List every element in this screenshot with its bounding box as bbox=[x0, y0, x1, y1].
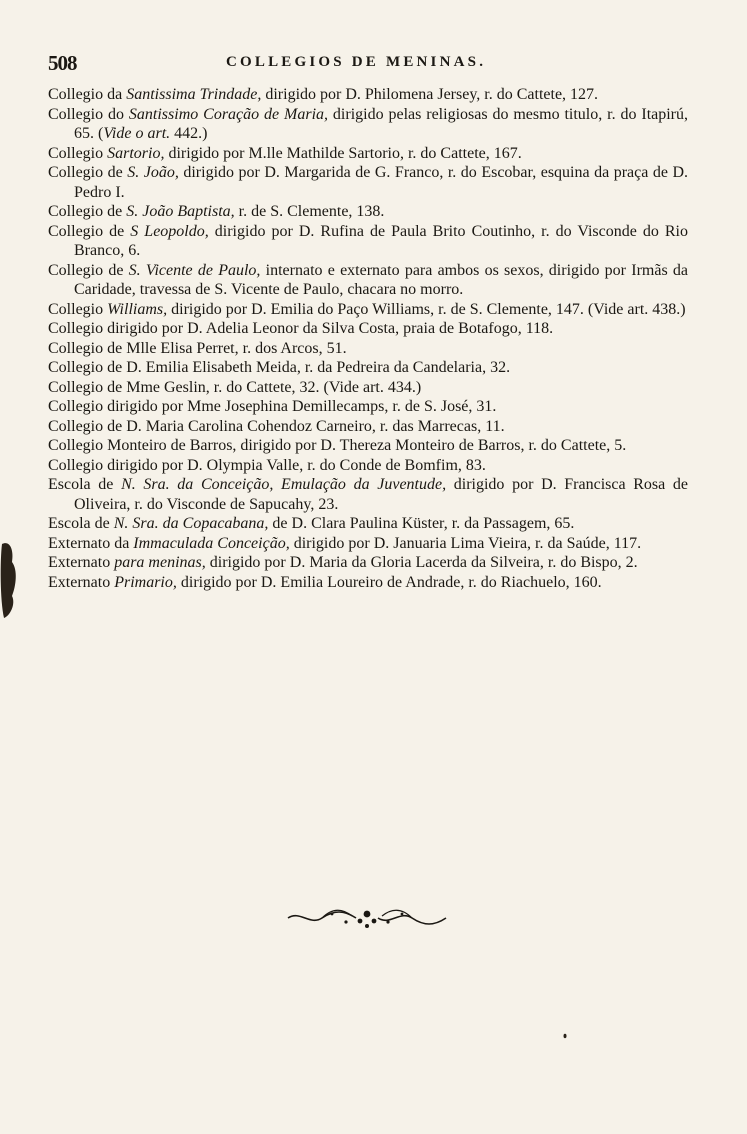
entry-pre: Collegio bbox=[48, 144, 108, 162]
entry-pre: Escola de bbox=[48, 515, 114, 532]
entry-pre: Externato da bbox=[48, 534, 134, 552]
list-item bbox=[48, 339, 688, 359]
entry-name: N. Sra. da Conceição, Emulação da Juventude, bbox=[121, 476, 447, 493]
list-item bbox=[48, 534, 688, 554]
entry-name: Primario, bbox=[114, 573, 177, 591]
entry-name: Santissimo Coração de Maria, bbox=[128, 105, 329, 123]
list-item bbox=[48, 144, 688, 164]
entry-name: para meninas, bbox=[114, 554, 206, 571]
entry-pre: Escola de bbox=[48, 476, 122, 493]
list-item bbox=[48, 573, 688, 593]
entry-post: dirigido por M.lle Mathilde Sartorio, r. do Cattete, 167. bbox=[164, 144, 522, 162]
list-item bbox=[48, 300, 688, 320]
entry-pre: Collegio de Mme Geslin, r. do Cattete, 32. (Vide art. 434.) bbox=[48, 378, 422, 396]
list-item bbox=[48, 378, 688, 398]
entry-pre: Collegio bbox=[48, 300, 108, 318]
entry-post: de D. Clara Paulina Küster, r. da Passagem, 65. bbox=[268, 515, 575, 532]
entry-name: Sartorio, bbox=[107, 144, 165, 162]
entry-post: dirigido por D. Emilia Loureiro de Andrade, r. do Riachuelo, 160. bbox=[176, 573, 602, 591]
entry-post: dirigido por D. Januaria Lima Vieira, r. da Saúde, 117. bbox=[289, 534, 642, 552]
ink-stain-icon bbox=[0, 540, 20, 620]
list-item bbox=[48, 436, 688, 456]
list-item bbox=[48, 456, 688, 476]
entry-name: S Leopoldo, bbox=[130, 222, 209, 240]
entry-pre: Collegio de bbox=[48, 222, 131, 240]
list-item bbox=[48, 417, 688, 437]
entry-post: dirigido por D. Francisca Rosa de Oliveira, r. do Visconde de Sapucahy, 23. bbox=[74, 476, 689, 513]
list-item bbox=[48, 553, 688, 573]
entry-name: Immaculada Conceição, bbox=[133, 534, 290, 552]
entry-name: S. Vicente de Paulo, bbox=[128, 261, 261, 279]
entry-pre: Collegio de D. Emilia Elisabeth Meida, r. da Pedreira da Candelaria, 32. bbox=[48, 359, 511, 376]
entry-pre: Collegio de bbox=[48, 203, 127, 220]
ink-speck-icon bbox=[562, 1032, 568, 1040]
list-item bbox=[48, 105, 688, 144]
entry-name: Santissima Trindade, bbox=[126, 86, 262, 103]
entry-post2: 442.) bbox=[170, 125, 208, 142]
entry-post: r. de S. Clemente, 138. bbox=[234, 203, 385, 220]
list-item bbox=[48, 85, 688, 105]
entry-pre: Externato bbox=[48, 554, 115, 571]
entry-post: dirigido por D. Rufina de Paula Brito Coutinho, r. do Visconde do Rio Branco, 6. bbox=[74, 222, 689, 259]
list-item bbox=[48, 397, 688, 417]
list-item bbox=[48, 358, 688, 378]
entry-pre: Collegio dirigido por D. Adelia Leonor da Silva Costa, praia de Botafogo, 118. bbox=[48, 320, 554, 337]
entry-pre: Collegio dirigido por D. Olympia Valle, r. do Conde de Bomfim, 83. bbox=[48, 456, 486, 474]
entry-post: dirigido pelas religiosas do mesmo titulo, r. do Itapirú, 65. ( bbox=[74, 105, 689, 142]
entry-pre: Externato bbox=[48, 573, 115, 591]
entry-pre: Collegio do bbox=[48, 105, 129, 123]
entry-name: S. João Baptista, bbox=[126, 203, 235, 220]
entry-list bbox=[48, 85, 688, 592]
entry-post: dirigido por D. Philomena Jersey, r. do Cattete, 127. bbox=[261, 86, 599, 103]
entry-note: Vide o art. bbox=[103, 125, 171, 142]
list-item bbox=[48, 319, 688, 339]
running-title: COLLEGIOS DE MENINAS. bbox=[226, 54, 487, 70]
entry-post: dirigido por D. Margarida de G. Franco, r. do Escobar, esquina da praça de D. Pedro I. bbox=[74, 164, 688, 201]
entry-post: dirigido por D. Emilia do Paço Williams, r. de S. Clemente, 147. (Vide art. 438.) bbox=[167, 300, 686, 318]
page-header bbox=[48, 51, 688, 73]
entry-pre: Collegio dirigido por Mme Josephina Demillecamps, r. de S. José, 31. bbox=[48, 398, 497, 415]
list-item bbox=[48, 222, 688, 261]
entry-pre: Collegio de Mlle Elisa Perret, r. dos Arcos, 51. bbox=[48, 339, 347, 357]
entry-pre: Collegio Monteiro de Barros, dirigido por D. Thereza Monteiro de Barros, r. do Cattete, 5. bbox=[48, 437, 627, 454]
printer-ornament-icon bbox=[286, 905, 448, 931]
list-item bbox=[48, 202, 688, 222]
list-item bbox=[48, 514, 688, 534]
entry-post: dirigido por D. Maria da Gloria Lacerda da Silveira, r. do Bispo, 2. bbox=[205, 554, 638, 571]
entry-post: internato e externato para ambos os sexos, dirigido por Irmãs da Caridade, travessa de S. Vicente de Paulo, chacara no morro. bbox=[74, 261, 688, 298]
entry-pre: Collegio de bbox=[48, 164, 128, 181]
entry-pre: Collegio de D. Maria Carolina Cohendoz Carneiro, r. das Marrecas, 11. bbox=[48, 417, 505, 435]
entry-pre: Collegio de bbox=[48, 261, 129, 279]
entry-name: N. Sra. da Copacabana, bbox=[113, 515, 269, 532]
page-number: 508 bbox=[48, 51, 77, 75]
entry-name: S. João, bbox=[127, 164, 179, 181]
entry-name: Williams, bbox=[107, 300, 168, 318]
list-item bbox=[48, 475, 688, 514]
list-item bbox=[48, 163, 688, 202]
list-item bbox=[48, 261, 688, 300]
entry-pre: Collegio da bbox=[48, 86, 127, 103]
